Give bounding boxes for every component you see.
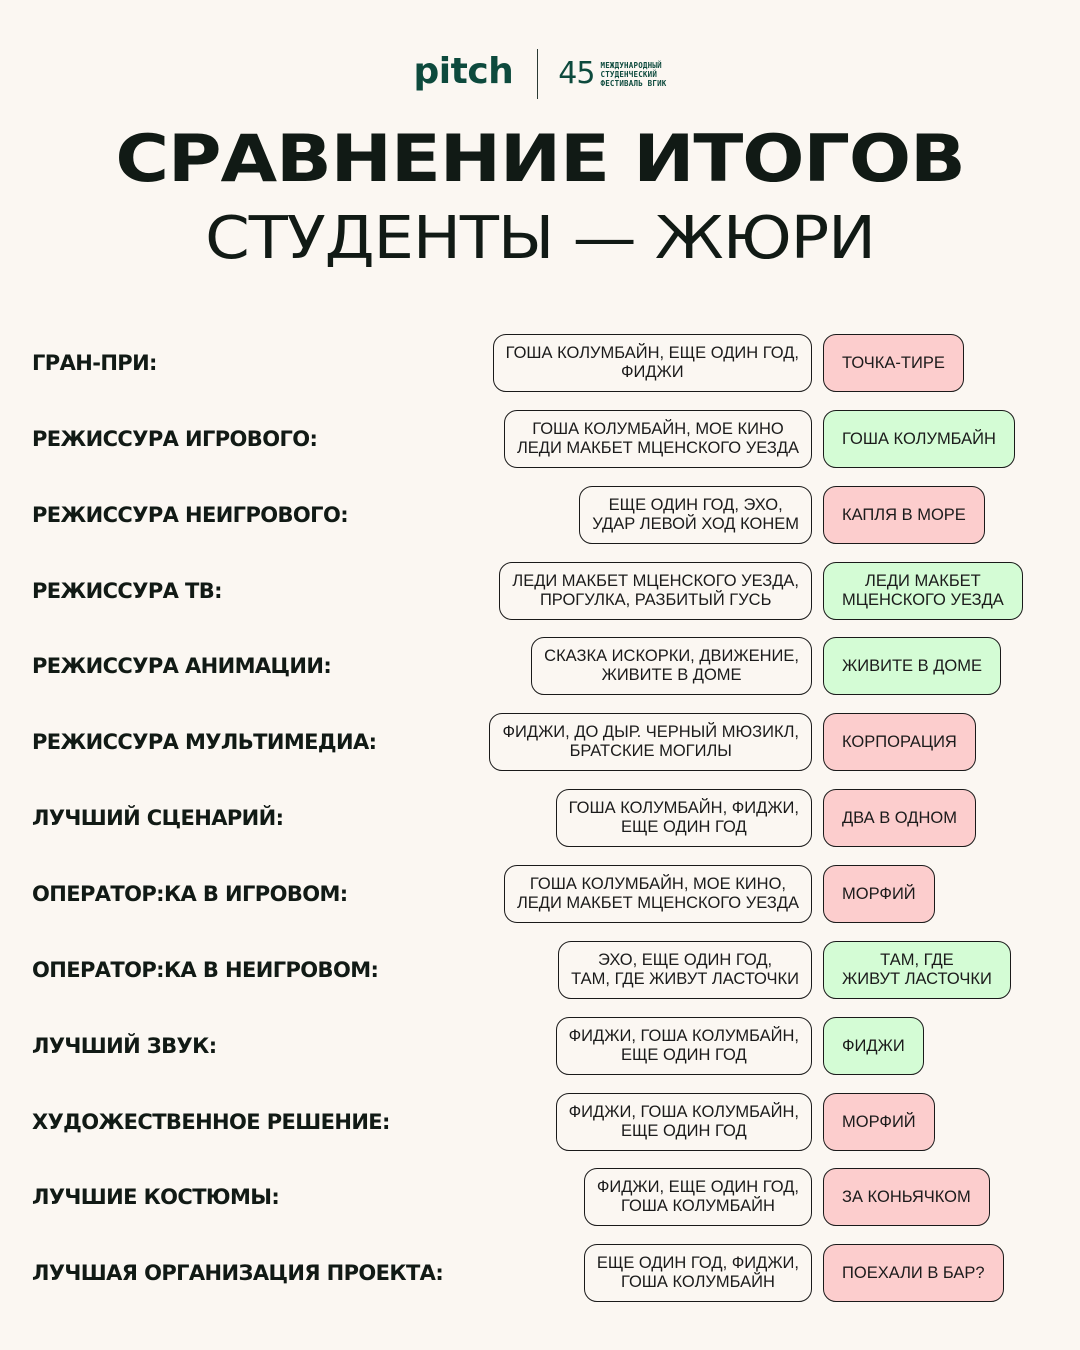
result-row [0,562,1080,620]
jury-choice-mismatch: МОРФИЙ [823,1093,935,1151]
category-label: РЕЖИССУРА НЕИГРОВОГО: [32,503,348,527]
students-choice: ФИДЖИ, ДО ДЫР. ЧЕРНЫЙ МЮЗИКЛ, БРАТСКИЕ МОГИЛЫ [489,713,812,771]
jury-choice-match: ЖИВИТЕ В ДОМЕ [823,637,1001,695]
festival-number: 45 [558,56,595,91]
category-label: РЕЖИССУРА ТВ: [32,579,222,603]
logo-divider [537,49,538,99]
festival-name [600,61,666,88]
students-choice: ГОША КОЛУМБАЙН, МОЕ КИНО ЛЕДИ МАКБЕТ МЦЕНСКОГО УЕЗДА [504,410,812,468]
students-choice: ЕЩЕ ОДИН ГОД, ФИДЖИ, ГОША КОЛУМБАЙН [584,1244,812,1302]
jury-choice-mismatch: ПОЕХАЛИ В БАР? [823,1244,1004,1302]
result-row [0,713,1080,771]
result-row [0,486,1080,544]
students-choice: ФИДЖИ, ГОША КОЛУМБАЙН, ЕЩЕ ОДИН ГОД [556,1093,812,1151]
jury-choice-mismatch: МОРФИЙ [823,865,935,923]
students-choice: ГОША КОЛУМБАЙН, ЕЩЕ ОДИН ГОД, ФИДЖИ [493,334,812,392]
category-label: РЕЖИССУРА МУЛЬТИМЕДИА: [32,730,377,754]
students-choice: СКАЗКА ИСКОРКИ, ДВИЖЕНИЕ, ЖИВИТЕ В ДОМЕ [531,637,812,695]
result-row [0,789,1080,847]
result-row [0,941,1080,999]
category-label: ЛУЧШИЙ СЦЕНАРИЙ: [32,806,284,830]
festival-line: СТУДЕНЧЕСКИЙ [600,69,658,79]
category-label: ЛУЧШИЕ КОСТЮМЫ: [32,1185,280,1209]
students-choice: ФИДЖИ, ГОША КОЛУМБАЙН, ЕЩЕ ОДИН ГОД [556,1017,812,1075]
jury-choice-mismatch: ЗА КОНЬЯЧКОМ [823,1168,990,1226]
jury-choice-mismatch: КОРПОРАЦИЯ [823,713,976,771]
jury-choice-match: ГОША КОЛУМБАЙН [823,410,1015,468]
category-label: ОПЕРАТОР:КА В ИГРОВОМ: [32,882,348,906]
jury-choice-match: ФИДЖИ [823,1017,924,1075]
jury-choice-mismatch: ТОЧКА-ТИРЕ [823,334,964,392]
category-label: РЕЖИССУРА АНИМАЦИИ: [32,654,332,678]
students-choice: ГОША КОЛУМБАЙН, ФИДЖИ, ЕЩЕ ОДИН ГОД [556,789,812,847]
header [0,46,1080,102]
festival-line: ФЕСТИВАЛЬ ВГИК [600,78,667,88]
page-subtitle: СТУДЕНТЫ — ЖЮРИ [205,203,875,272]
page-title: СРАВНЕНИЕ ИТОГОВ [115,122,965,197]
jury-choice-mismatch: КАПЛЯ В МОРЕ [823,486,985,544]
students-choice: ЛЕДИ МАКБЕТ МЦЕНСКОГО УЕЗДА, ПРОГУЛКА, РАЗБИТЫЙ ГУСЬ [499,562,812,620]
result-row [0,334,1080,392]
result-row [0,410,1080,468]
category-label: ГРАН-ПРИ: [32,351,157,375]
result-row [0,637,1080,695]
result-row [0,865,1080,923]
result-row [0,1168,1080,1226]
festival-line: МЕЖДУНАРОДНЫЙ [600,60,662,70]
result-row [0,1093,1080,1151]
category-label: ХУДОЖЕСТВЕННОЕ РЕШЕНИЕ: [32,1110,390,1134]
pitch-logo: pitch [413,51,514,92]
students-choice: ЕЩЕ ОДИН ГОД, ЭХО, УДАР ЛЕВОЙ ХОД КОНЕМ [579,486,812,544]
jury-choice-match: ЛЕДИ МАКБЕТ МЦЕНСКОГО УЕЗДА [823,562,1023,620]
jury-choice-match: ТАМ, ГДЕ ЖИВУТ ЛАСТОЧКИ [823,941,1011,999]
students-choice: ЭХО, ЕЩЕ ОДИН ГОД, ТАМ, ГДЕ ЖИВУТ ЛАСТОЧКИ [558,941,812,999]
students-choice: ФИДЖИ, ЕЩЕ ОДИН ГОД, ГОША КОЛУМБАЙН [584,1168,812,1226]
jury-choice-mismatch: ДВА В ОДНОМ [823,789,976,847]
result-row [0,1017,1080,1075]
result-row [0,1244,1080,1302]
category-label: ОПЕРАТОР:КА В НЕИГРОВОМ: [32,958,379,982]
category-label: ЛУЧШАЯ ОРГАНИЗАЦИЯ ПРОЕКТА: [32,1261,444,1285]
category-label: ЛУЧШИЙ ЗВУК: [32,1034,217,1058]
category-label: РЕЖИССУРА ИГРОВОГО: [32,427,318,451]
students-choice: ГОША КОЛУМБАЙН, МОЕ КИНО, ЛЕДИ МАКБЕТ МЦЕНСКОГО УЕЗДА [504,865,812,923]
